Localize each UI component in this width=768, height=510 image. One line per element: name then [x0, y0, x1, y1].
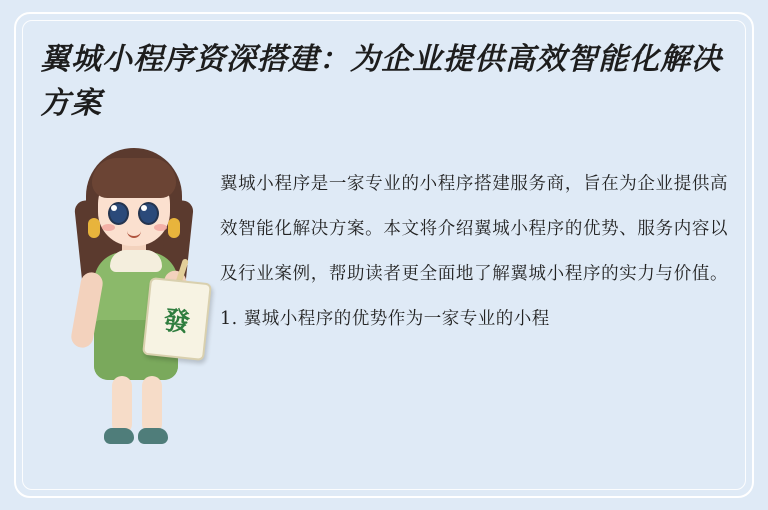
- document-content: [40, 38, 728, 480]
- article-body-area: [40, 140, 728, 470]
- blush-right: [154, 224, 167, 231]
- earring-right: [168, 218, 180, 238]
- earring-left: [88, 218, 100, 238]
- leg-right: [142, 376, 162, 434]
- shoe-right: [138, 428, 168, 444]
- leg-left: [112, 376, 132, 434]
- shoe-left: [104, 428, 134, 444]
- article-paragraph: 翼城小程序是一家专业的小程序搭建服务商，旨在为企业提供高效智能化解决方案。本文将介绍翼城小程序的优势、服务内容以及行业案例，帮助读者更全面地了解翼城小程序的实力与价值。1. 翼城小程序的优势作为一家专业的小程: [220, 173, 728, 329]
- mahjong-tile-character: 發: [162, 305, 192, 338]
- page-title: 翼城小程序资深搭建：为企业提供高效智能化解决方案: [40, 42, 722, 121]
- mahjong-tile: [142, 277, 212, 361]
- illustration-girl: [50, 140, 220, 450]
- eye-highlight-left: [111, 205, 117, 211]
- eye-highlight-right: [141, 205, 147, 211]
- blush-left: [102, 224, 115, 231]
- collar: [110, 250, 162, 272]
- bangs: [92, 158, 176, 198]
